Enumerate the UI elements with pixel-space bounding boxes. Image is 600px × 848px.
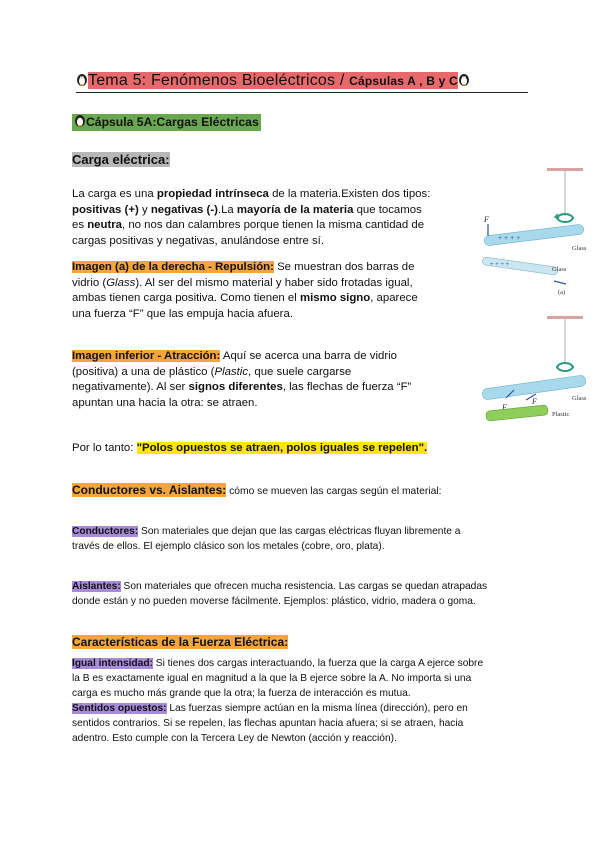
conductors-label: Conductores: <box>72 526 139 537</box>
text-span: adentro. Esto cumple con la Tercera Ley de Newton (acción y reacción). <box>72 733 397 744</box>
text-span: , las flechas de fuerza “F” <box>282 381 412 394</box>
equal-intensity-label: Igual intensidad: <box>72 658 153 669</box>
text-span: Las fuerzas siempre actúan en la misma línea (dirección), pero en <box>166 703 468 714</box>
text-span: mismo signo <box>299 292 371 305</box>
image-b-label: Imagen inferior - Atracción: <box>72 350 221 362</box>
svg-text:F: F <box>502 403 507 412</box>
image-a-paragraph <box>72 260 462 322</box>
text-span: apuntan una hacia la otra: se atraen. <box>72 396 258 409</box>
text-span: Conductores vs. Aislantes: <box>72 483 227 497</box>
charge-heading: Carga eléctrica: <box>72 152 170 167</box>
text-span: propiedad intrínseca <box>156 188 269 200</box>
text-span: donde están y no pueden moverse fácilmente. Ejemplos: plástico, vidrio, madera o goma. <box>72 596 476 607</box>
text-span: neutra <box>87 219 123 232</box>
charges-figure <box>468 164 596 432</box>
text-span: Aquí se acerca una barra de vidrio <box>220 350 397 362</box>
svg-text:+ + + +: + + + + <box>498 235 521 242</box>
text-span: negativas (-) <box>150 203 218 216</box>
text-span: La carga es una <box>72 188 157 200</box>
text-span: carga es mucho más grande que la otra; la fuerza de interacción es mutua. <box>72 688 411 699</box>
support-bar <box>547 168 583 171</box>
text-span: positivas (+) <box>72 203 139 216</box>
svg-text:F: F <box>532 397 537 406</box>
support-bar <box>547 316 583 319</box>
text-span: Plastic <box>552 411 570 418</box>
image-b-paragraph <box>72 349 462 411</box>
text-span: y <box>138 203 151 216</box>
text-span: cargas positivas y negativas, anulándose entre sí. <box>72 234 325 247</box>
text-span: Son materiales que ofrecen mucha resistencia. Las cargas se quedan atrapadas <box>120 581 488 592</box>
text-span: Por lo tanto: <box>72 442 137 454</box>
text-span: ambas tienen carga positiva. Como tienen el <box>72 292 300 305</box>
opposite-directions-label: Sentidos opuestos: <box>72 703 167 714</box>
text-span: F <box>484 215 489 224</box>
plastic-rod <box>486 405 549 421</box>
text-span: ). Al ser del mismo material y haber sido frotadas igual, <box>135 276 413 289</box>
text-span: Glass <box>572 245 587 252</box>
conductors-heading <box>72 482 441 500</box>
title-main: Tema 5: Fenómenos Bioeléctricos / <box>88 72 350 89</box>
text-span: negativamente). Al ser <box>72 381 189 394</box>
page-title <box>76 72 528 93</box>
title-sub: Cápsulas A , B y C <box>349 74 458 88</box>
penguin-icon <box>458 73 470 86</box>
conclusion-highlight: "Polos opuestos se atraen, polos iguales se repelen". <box>136 442 428 454</box>
text-span: , no nos dan calambres porque tienen la misma cantidad de <box>122 219 425 232</box>
text-span: sentidos contrarios. Si se repelen, las flechas apuntan hacia afuera; si se atraen, hacia <box>72 718 464 729</box>
text-span: es <box>72 219 88 232</box>
svg-text:Glass: Glass <box>572 395 587 402</box>
text-span: vidrio ( <box>72 276 107 289</box>
conclusion-line <box>72 441 427 457</box>
text-span: .La <box>217 203 237 216</box>
text-span: Glass <box>552 266 567 273</box>
text-span: cómo se mueven las cargas según el material: <box>226 486 442 497</box>
force-paragraph <box>72 656 542 746</box>
text-span: Son materiales que dejan que las cargas eléctricas fluyan libremente a <box>138 526 461 537</box>
text-span: una fuerza “F” que las empuja hacia afuera. <box>72 307 293 320</box>
text-span: , que suele cargarse <box>248 365 352 378</box>
text-span: Plastic <box>214 365 249 378</box>
image-a-label: Imagen (a) de la derecha - Repulsión: <box>72 261 274 273</box>
caption-a: (a) <box>558 289 566 296</box>
text-span: mayoría de la materia <box>236 203 354 216</box>
text-span: , aparece <box>370 292 418 305</box>
text-span: través de ellos. El ejemplo clásico son los metales (cobre, oro, plata). <box>72 541 385 552</box>
text-span: signos diferentes <box>188 381 283 394</box>
insulators-label: Aislantes: <box>72 581 121 592</box>
penguin-icon <box>74 114 86 127</box>
force-heading <box>72 634 288 650</box>
text-span: la B es exactamente igual en magnitud a la que la B ejerce sobre la A. No importa si una <box>72 673 472 684</box>
svg-text:+ + + +: + + + + <box>490 262 510 268</box>
text-span: (positiva) a una de plástico ( <box>72 365 215 378</box>
conductors-paragraph <box>72 524 532 554</box>
rotation-arrow-icon <box>557 217 573 222</box>
insulators-paragraph <box>72 579 542 609</box>
text-span: Características de la Fuerza Eléctrica: <box>72 635 289 649</box>
penguin-icon <box>76 73 88 86</box>
text-span: Se muestran dos barras de <box>273 261 415 273</box>
text-span: que tocamos <box>353 203 422 216</box>
text-span: de la materia.Existen dos tipos: <box>268 188 431 200</box>
charge-paragraph <box>72 187 462 249</box>
text-span: Glass <box>106 276 136 289</box>
capsule-title: Cápsula 5A:Cargas Eléctricas <box>86 115 259 129</box>
text-span: Si tienes dos cargas interactuando, la fuerza que la carga A ejerce sobre <box>152 658 484 669</box>
capsule-heading <box>72 114 261 131</box>
section-heading-charge <box>72 151 170 168</box>
